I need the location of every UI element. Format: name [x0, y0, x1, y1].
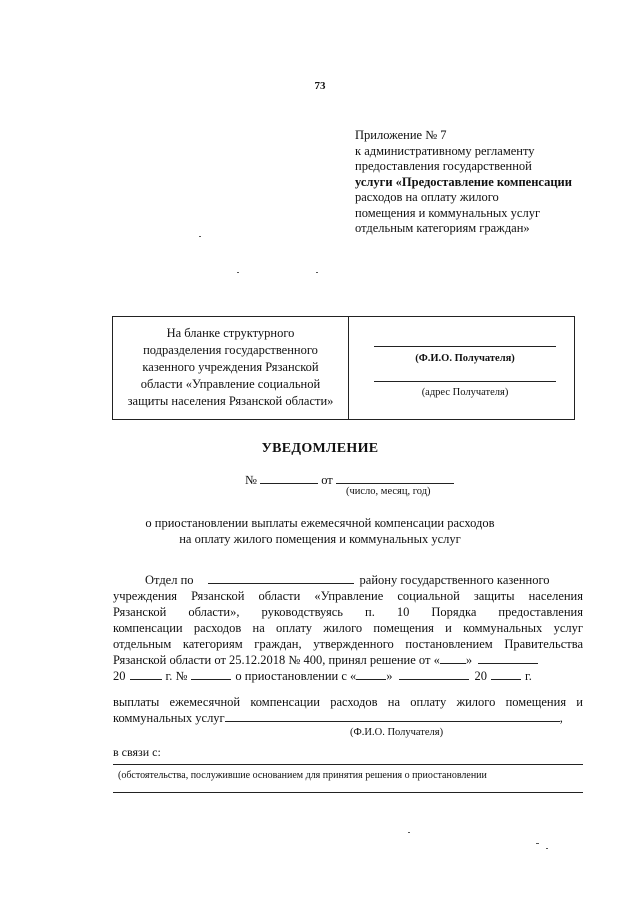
body-text-fragment: »	[386, 669, 393, 683]
body-line	[113, 668, 583, 684]
header-box	[112, 316, 575, 420]
scan-artifact	[408, 832, 410, 833]
scan-artifact	[237, 272, 239, 273]
appendix-block	[355, 128, 595, 237]
appendix-line: Приложение № 7	[355, 128, 447, 142]
body-line	[113, 572, 583, 588]
body-line: учреждения Рязанской области «Управление социальной защиты населения	[113, 589, 583, 603]
body-text-fragment: 20	[113, 669, 126, 683]
body-text-fragment: г.	[525, 669, 532, 683]
body-paragraph-2	[113, 694, 583, 726]
appendix-line: расходов на оплату жилого	[355, 190, 499, 204]
body-text-fragment: о приостановлении с «	[235, 669, 357, 683]
subject-line: на оплату жилого помещения и коммунальных услуг	[179, 532, 461, 546]
decision-month-field[interactable]	[478, 652, 538, 664]
decision-year-field[interactable]	[130, 668, 162, 680]
decision-day-field[interactable]	[440, 652, 466, 664]
subject-line: о приостановлении выплаты ежемесячной компенсации расходов	[145, 516, 495, 530]
appendix-line: услуги «Предоставление компенсации	[355, 174, 572, 189]
letterhead-placeholder	[113, 317, 349, 419]
date-hint: (число, месяц, год)	[346, 486, 431, 497]
body-line	[113, 710, 583, 726]
body-text-fragment: ,	[559, 711, 563, 725]
body-line: компенсации расходов на оплату жилого помещения и коммунальных услуг	[113, 621, 583, 635]
body-text-fragment: 20	[474, 669, 488, 683]
reason-line[interactable]	[113, 792, 583, 793]
scan-artifact	[546, 848, 548, 849]
letterhead-line: подразделения государственного	[143, 343, 318, 357]
appendix-line: к административному регламенту	[355, 143, 535, 158]
fio-hint: (Ф.И.О. Получателя)	[350, 727, 444, 738]
reason-label: в связи с:	[113, 745, 161, 759]
body-text-fragment: »	[465, 653, 473, 667]
scan-artifact	[316, 272, 318, 273]
scan-artifact	[199, 236, 201, 237]
body-paragraph-1	[113, 572, 583, 684]
suspend-month-field[interactable]	[399, 668, 469, 680]
recipient-block	[350, 317, 574, 419]
recipient-name-label: (Ф.И.О. Получателя)	[415, 353, 515, 364]
letterhead-line: защиты населения Рязанской области»	[127, 394, 334, 408]
body-line: отдельным категориям граждан, утвержденного постановлением Правительства	[113, 637, 583, 651]
from-word: от	[321, 473, 333, 487]
reason-hint: (обстоятельства, послужившие основанием для принятия решения о приостановлении	[118, 770, 487, 781]
body-line: Рязанской области», руководствуясь п. 10 Порядка предоставления	[113, 605, 583, 619]
letterhead-line: казенного учреждения Рязанской	[142, 360, 319, 374]
suspend-day-field[interactable]	[356, 668, 386, 680]
body-text-fragment: Рязанской области от 25.12.2018 № 400, принял решение от «	[113, 653, 440, 667]
body-line: выплаты ежемесячной компенсации расходов на оплату жилого помещения и	[113, 695, 583, 709]
notice-number-field[interactable]	[260, 472, 318, 484]
body-text-fragment: г. №	[165, 669, 188, 683]
suspend-year-field[interactable]	[491, 668, 521, 680]
recipient-fio-field[interactable]	[225, 710, 560, 722]
letterhead-line: На бланке структурного	[166, 326, 295, 340]
appendix-line: отдельным категориям граждан»	[355, 221, 530, 235]
notice-title: УВЕДОМЛЕНИЕ	[261, 441, 379, 456]
body-line	[113, 652, 583, 668]
appendix-line: помещения и коммунальных услуг	[355, 205, 541, 220]
decision-number-field[interactable]	[191, 668, 231, 680]
number-sign: №	[245, 473, 257, 487]
recipient-address-label: (адрес Получателя)	[421, 387, 509, 398]
letterhead-line: области «Управление социальной	[140, 377, 321, 391]
body-text-fragment: району государственного казенного	[359, 573, 550, 587]
scan-artifact	[536, 843, 539, 844]
recipient-address-line[interactable]	[374, 381, 556, 382]
notice-subject	[0, 515, 640, 547]
page-number: 73	[314, 80, 326, 92]
recipient-name-line[interactable]	[374, 346, 556, 347]
notice-date-field[interactable]	[336, 472, 454, 484]
reason-line[interactable]	[113, 764, 583, 765]
appendix-line: предоставления государственной	[355, 159, 532, 173]
district-field[interactable]	[208, 572, 354, 584]
body-text-fragment: Отдел по	[145, 573, 194, 587]
body-text-fragment: коммунальных услуг	[113, 711, 225, 725]
